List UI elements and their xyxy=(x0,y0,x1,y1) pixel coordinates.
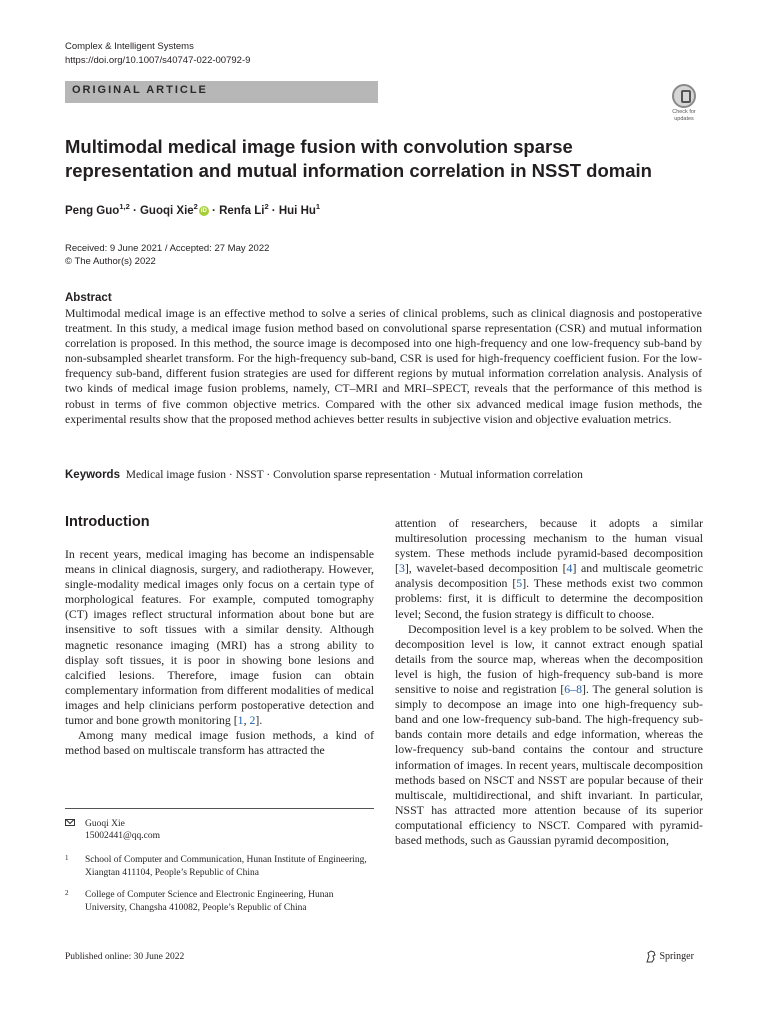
paper-title: Multimodal medical image fusion with convolution sparse representation and mutual information correlation in NSST domain xyxy=(65,136,652,181)
journal-header xyxy=(65,40,250,68)
citation-link[interactable]: 4 xyxy=(566,561,573,576)
doi-link[interactable]: https://doi.org/10.1007/s40747-022-00792-9 xyxy=(65,55,251,66)
citation-link[interactable]: 5 xyxy=(516,576,523,591)
affiliation-number: 1 xyxy=(65,854,69,862)
author-affiliation: 1,2 xyxy=(119,202,130,211)
author-name[interactable]: Guoqi Xie xyxy=(139,204,194,217)
affiliation-2 xyxy=(65,889,374,914)
check-updates-line1: Check for xyxy=(672,109,696,115)
footnote-divider xyxy=(65,808,374,809)
author-name[interactable]: Renfa Li xyxy=(219,204,265,217)
introduction-heading: Introduction xyxy=(65,514,150,530)
check-for-updates-badge[interactable] xyxy=(666,84,702,124)
author-affiliation: 1 xyxy=(315,202,321,211)
published-online: Published online: 30 June 2022 xyxy=(65,952,185,962)
citation-link[interactable]: 1 xyxy=(237,713,244,728)
keywords-text: Medical image fusion · NSST · Convolution sparse representation · Mutual information correlation xyxy=(125,469,583,481)
affiliation-text: College of Computer Science and Electronic Engineering, Hunan University, Changsha 410082, People’s Republic of China xyxy=(85,890,334,913)
abstract-text: Multimodal medical image is an effective method to solve a series of clinical problems, such as clinical diagnosis and postoperative treatment. In this study, a medical image fusion method based on convolutional sparse representation (CSR) and mutual information correlation is proposed. In this method, the source image is decomposed into one high-frequency and one low-frequency sub-band by non-subsampled shearlet transform. For the high-frequency sub-band, CSR is used for high-frequency coefficient fusion. For the low-frequency sub-band, different fusion strategies are used for different regions by mutual information correlation analysis. Analysis of two kinds of medical image fusion problems, namely, CT–MRI and MRI–SPECT, reveals that the performance of this method is robust in terms of five common objective metrics. Compared with the other six advanced medical image fusion methods, the experimental results show that the proposed method achieves better results in subjective vision and objective evaluation metrics. xyxy=(65,306,702,426)
author-separator: · xyxy=(208,204,220,217)
envelope-icon xyxy=(65,819,75,826)
check-updates-line2: updates xyxy=(674,116,694,122)
citation-link[interactable]: 3 xyxy=(398,561,405,576)
column-left xyxy=(65,547,374,758)
paragraph: attention of researchers, because it adopts a similar multiresolution processing mechanism to the human visual system. These methods include pyramid-based decomposition [3], wavelet-based decomposition [4] and multiscale geometric analysis decomposition [5]. These methods exist two common problems: first, it is difficult to determine the decomposition level; Second, the fusion strategy is difficult to choose. xyxy=(395,516,703,621)
orcid-icon[interactable]: iD xyxy=(200,207,207,214)
author-separator: · xyxy=(268,204,279,217)
column-right xyxy=(395,516,703,848)
corresponding-name: Guoqi Xie xyxy=(85,819,125,829)
publisher-logo xyxy=(645,950,694,963)
author-separator: · xyxy=(129,204,140,217)
received-accepted: Received: 9 June 2021 / Accepted: 27 May 2022 xyxy=(65,243,270,254)
springer-horse-icon xyxy=(645,950,657,963)
corresponding-email[interactable]: 15002441@qq.com xyxy=(85,831,160,841)
corresponding-author xyxy=(65,818,374,841)
author-list xyxy=(65,202,320,217)
paragraph: Decomposition level is a key problem to be solved. When the decomposition level is low, it cannot extract enough spatial details from the source map, whereas when the decomposition level is high, the fusion of high-frequency sub-band is more sensitive to noise and registration [6–8]. The general solution is simply to decompose an image into one high-frequency sub-band and one low-frequency sub-band. The high-frequency sub-bands contain more details and edge information, whereas the low-frequency sub-band contains the contour and structure information of images. In recent years, multiscale decomposition methods based on NSCT and NSST are popular because of their multiscale, multidirectional, and shift invariant. In particular, NSST has attracted more attention because of its superior computational efficiency to NSCT. Compared with pyramid-based methods, such as Gaussian pyramid decomposition, xyxy=(395,621,703,847)
article-type-band xyxy=(65,81,378,103)
citation-link[interactable]: 2 xyxy=(249,713,256,728)
abstract-heading: Abstract xyxy=(65,292,112,304)
article-type-label: ORIGINAL ARTICLE xyxy=(72,84,208,96)
citation-link[interactable]: 6–8 xyxy=(564,682,582,697)
keywords-label: Keywords xyxy=(65,469,120,481)
journal-name: Complex & Intelligent Systems xyxy=(65,41,194,52)
affiliation-text: School of Computer and Communication, Hunan Institute of Engineering, Xiangtan 411104, People’s Republic of China xyxy=(85,855,367,878)
publisher-name: Springer xyxy=(659,950,694,962)
copyright: © The Author(s) 2022 xyxy=(65,256,156,267)
author-name[interactable]: Peng Guo xyxy=(65,204,120,217)
affiliation-number: 2 xyxy=(65,889,69,897)
check-updates-icon xyxy=(672,84,696,108)
affiliation-1 xyxy=(65,854,374,879)
author-affiliation: 2 xyxy=(264,202,269,211)
author-name[interactable]: Hui Hu xyxy=(278,204,316,217)
paragraph: In recent years, medical imaging has become an indispensable means in clinical diagnosis, surgery, and radiotherapy. However, single-modality medical images only focus on a certain type of morphological features. For example, computed tomography (CT) images reflect structural information about bone but are insensitive to soft tissues with a similar density. Although magnetic resonance imaging (MRI) has a strong ability to display soft tissues, it is poor in showing bone lesions and calcified lesions. Therefore, image fusion can obtain complementary information from different modalities of medical images and help clinicians perform postoperative detection and tumor and bone growth monitoring [1, 2]. xyxy=(65,547,374,728)
publication-dates xyxy=(65,242,269,268)
keywords xyxy=(65,469,583,481)
paragraph: Among many medical image fusion methods, a kind of method based on multiscale transform has attracted the xyxy=(65,728,374,758)
author-affiliation: 2 xyxy=(193,202,198,211)
